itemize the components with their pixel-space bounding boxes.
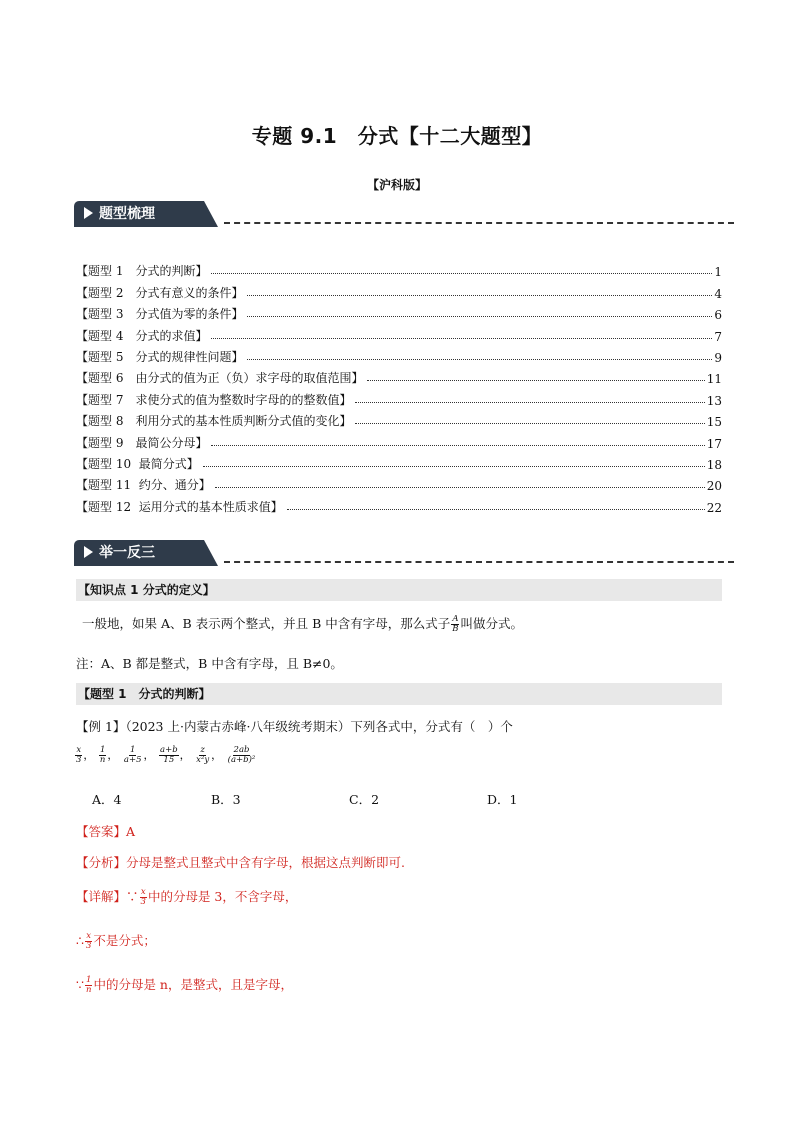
toc-item-label: 【题型 10 最简分式】 [76, 456, 199, 471]
detail-label: 【详解】 [76, 889, 127, 904]
fraction-item: $\frac{1}{a+5}$ [123, 745, 142, 765]
toc-item-label: 【题型 4 分式的求值】 [76, 328, 208, 343]
toc-item[interactable] [76, 472, 722, 493]
dashed-rule [224, 222, 734, 224]
toc-item[interactable] [76, 344, 722, 365]
detail-line-1: 【详解】∵ $\frac{x}{3}$ 中的分母是 3，不含字母， [76, 887, 298, 907]
toc-item-label: 【题型 11 约分、通分】 [76, 478, 211, 493]
toc-item[interactable] [76, 322, 722, 343]
fraction-list: $\frac{x}{3}$ ， $\frac{1}{n}$ ， $\frac{1}{a+5}$ ， $\frac{a+b}{15}$ ， $\frac{z}{\text{x²y}}$ ， $\frac{2ab}{\text{(a+b)²}}$ [76, 745, 256, 765]
toc-item-page: 15 [706, 415, 722, 430]
toc-item-label: 【题型 12 运用分式的基本性质求值】 [76, 499, 283, 514]
option-d[interactable]: D．1 [487, 792, 518, 807]
dashed-rule [224, 561, 734, 563]
fraction-x-over-3: $\frac{x}{3}$ [140, 887, 146, 907]
toc-item[interactable] [76, 451, 722, 472]
toc-banner-label: 题型梳理 [99, 206, 155, 222]
definition-note: 注：A、B 都是整式，B 中含有字母，且 B≠0。 [76, 656, 343, 671]
toc-item[interactable] [76, 408, 722, 429]
toc-item-label: 【题型 6 由分式的值为正（负）求字母的取值范围】 [76, 371, 364, 386]
toc-item-label: 【题型 8 利用分式的基本性质判断分式值的变化】 [76, 414, 352, 429]
detail-line-2: ∴ $\frac{x}{3}$ 不是分式； [76, 931, 156, 951]
answer-line: 【答案】A [76, 824, 136, 839]
fraction-x-over-3: $\frac{x}{3}$ [85, 931, 92, 951]
practice-banner-tab [74, 540, 204, 566]
toc-item-page: 4 [714, 286, 722, 301]
knowledge-heading: 【知识点 1 分式的定义】 [76, 579, 722, 601]
toc-item-label: 【题型 9 最简公分母】 [76, 435, 208, 450]
practice-banner-label: 举一反三 [99, 545, 155, 561]
page-title: 专题 9.1 分式【十二大题型】 [251, 124, 543, 148]
toc-item-page: 20 [706, 479, 722, 494]
toc-item-page: 7 [714, 329, 722, 344]
toc-item-label: 【题型 3 分式值为零的条件】 [76, 307, 244, 322]
toc-item[interactable] [76, 429, 722, 450]
fraction-item: $\frac{1}{n}$ [99, 745, 106, 765]
toc-item[interactable] [76, 493, 722, 514]
toc-item-page: 6 [714, 308, 722, 323]
example-text: 下列各式中，分式有（ ）个 [350, 719, 513, 734]
toc-item[interactable] [76, 279, 722, 300]
play-triangle-icon [84, 546, 93, 558]
definition-text: 一般地，如果 A、B 表示两个整式，并且 B 中含有字母，那么式子 $\frac{A}{B}$ 叫做分式。 [82, 614, 524, 634]
option-c[interactable]: C．2 [349, 792, 380, 807]
question-type-heading: 【题型 1 分式的判断】 [76, 683, 722, 705]
toc-item-label: 【题型 2 分式有意义的条件】 [76, 285, 244, 300]
toc-item[interactable] [76, 365, 722, 386]
table-of-contents [76, 258, 722, 515]
toc-item-page: 1 [714, 265, 722, 280]
example-label: 【例 1】 [76, 719, 126, 734]
toc-item-label: 【题型 7 求使分式的值为整数时字母的的整数值】 [76, 392, 352, 407]
option-a[interactable]: A．4 [92, 792, 122, 807]
toc-item-page: 18 [706, 457, 722, 472]
fraction-1-over-n: $\frac{1}{n}$ [85, 975, 92, 995]
fraction-a-over-b: $\frac{A}{B}$ [452, 614, 459, 634]
fraction-item: $\frac{z}{\text{x²y}}$ [196, 745, 210, 765]
analysis-line [76, 853, 736, 871]
toc-item-page: 22 [706, 500, 722, 515]
toc-banner [74, 201, 734, 229]
example-source: （2023 上·内蒙古赤峰·八年级统考期末） [125, 719, 351, 734]
toc-item-label: 【题型 5 分式的规律性问题】 [76, 349, 244, 364]
analysis-label: 【分析】 [76, 855, 127, 870]
toc-item-page: 11 [706, 372, 722, 387]
toc-item-page: 13 [706, 393, 722, 408]
analysis-text: 分母是整式且整式中含有字母，根据这点判断即可. [126, 855, 405, 870]
fraction-item: $\frac{a+b}{15}$ [160, 745, 178, 765]
toc-banner-tab [74, 201, 204, 227]
practice-banner [74, 540, 734, 568]
toc-item-page: 17 [706, 436, 722, 451]
detail-line-3: ∵ $\frac{1}{n}$ 中的分母是 n，是整式，且是字母， [76, 975, 293, 995]
toc-item[interactable] [76, 386, 722, 407]
fraction-item: $\frac{x}{3}$ [76, 745, 82, 765]
toc-item-page: 9 [714, 350, 722, 365]
toc-item-label: 【题型 1 分式的判断】 [76, 264, 208, 279]
toc-item[interactable] [76, 258, 722, 279]
toc-item[interactable] [76, 301, 722, 322]
edition-label: 【沪科版】 [366, 178, 427, 192]
option-b[interactable]: B．3 [211, 792, 241, 807]
play-triangle-icon [84, 207, 93, 219]
fraction-item: $\frac{2ab}{\text{(a+b)²}}$ [227, 745, 256, 765]
example-question [76, 717, 736, 735]
